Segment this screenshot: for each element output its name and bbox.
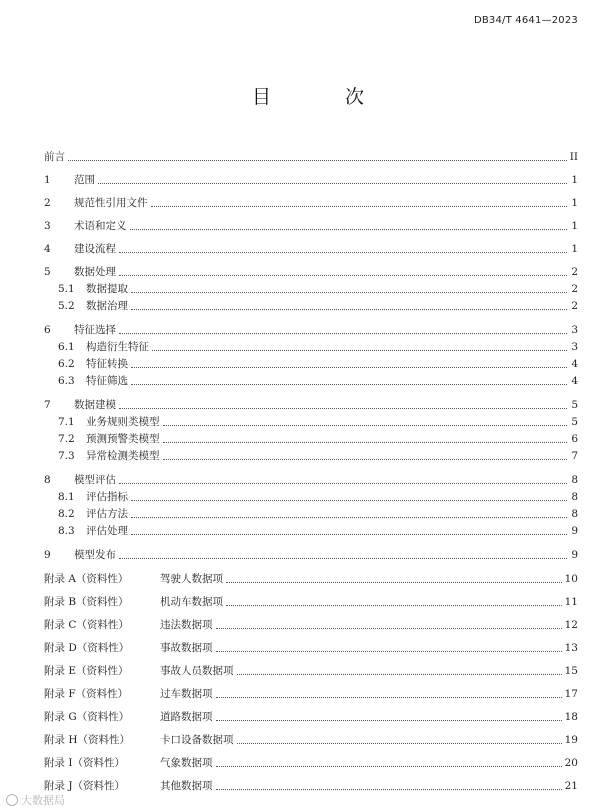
toc-entry-page: 6 <box>571 433 578 445</box>
toc-entry-number: 6 <box>44 324 51 336</box>
toc-entry[interactable] <box>44 394 578 412</box>
toc-entry-number: 7 <box>44 399 51 411</box>
dot-leader <box>216 628 562 629</box>
toc-entry-label: 规范性引用文件 <box>74 197 148 209</box>
toc-appendix-entry[interactable] <box>44 775 578 793</box>
dot-leader <box>216 720 562 721</box>
toc-entry-label: 特征筛选 <box>86 375 128 387</box>
toc-entry-page: 5 <box>571 416 578 428</box>
toc-entry-page: 7 <box>571 450 578 462</box>
dot-leader <box>131 534 567 535</box>
toc-entry-label: 卡口设备数据项 <box>160 734 234 746</box>
toc-entry-label: 数据建模 <box>74 399 116 411</box>
toc-entry-label: 评估处理 <box>86 525 128 537</box>
toc-entry-number: 6.3 <box>58 375 75 387</box>
dot-leader <box>131 292 567 293</box>
standard-code: DB34/T 4641—2023 <box>473 15 578 26</box>
watermark-logo-icon <box>6 794 18 806</box>
dot-leader <box>226 605 562 606</box>
toc-entry-number: 附录 E（资料性） <box>44 665 129 677</box>
toc-entry-number: 5 <box>44 266 51 278</box>
toc-entry-number: 7.3 <box>58 450 75 462</box>
toc-entry-number: 附录 J（资料性） <box>44 780 126 792</box>
dot-leader <box>216 766 562 767</box>
toc-appendix-entry[interactable] <box>44 683 578 701</box>
toc-entry-number: 附录 C（资料性） <box>44 619 129 631</box>
toc-entry-page: 5 <box>571 399 578 411</box>
toc-entry[interactable] <box>44 486 578 504</box>
toc-entry-number: 6.2 <box>58 358 75 370</box>
toc-entry-label: 其他数据项 <box>160 780 213 792</box>
toc-entry-number: 附录 I（资料性） <box>44 757 125 769</box>
toc-entry-page: 9 <box>571 525 578 537</box>
toc-entry-number: 8.1 <box>58 491 75 503</box>
toc-appendix-entry[interactable] <box>44 568 578 586</box>
toc-entry-page: 8 <box>571 508 578 520</box>
toc-entry-label: 模型发布 <box>74 549 116 561</box>
toc-entry-label: 驾驶人数据项 <box>160 573 223 585</box>
watermark <box>6 792 65 808</box>
toc-entry[interactable] <box>44 503 578 521</box>
toc-entry-page: 13 <box>564 642 578 654</box>
dot-leader <box>68 160 567 161</box>
toc-entry-label: 数据提取 <box>86 283 128 295</box>
toc-entry-page: 19 <box>564 734 578 746</box>
toc-entry-page: 15 <box>564 665 578 677</box>
toc-entry-label: 评估指标 <box>86 491 128 503</box>
toc-entry-page: 2 <box>571 283 578 295</box>
toc-appendix-entry[interactable] <box>44 660 578 678</box>
toc-entry-number: 2 <box>44 197 51 209</box>
dot-leader <box>131 500 567 501</box>
toc-entry-page: 3 <box>571 324 578 336</box>
toc-entry[interactable] <box>44 445 578 463</box>
toc-entry-label: 数据治理 <box>86 300 128 312</box>
dot-leader <box>216 651 562 652</box>
toc-entry-number: 附录 F（资料性） <box>44 688 129 700</box>
toc-entry-label: 特征转换 <box>86 358 128 370</box>
toc-entry-page: 1 <box>571 174 578 186</box>
toc-entry[interactable] <box>44 295 578 313</box>
dot-leader <box>119 275 567 276</box>
dot-leader <box>98 183 567 184</box>
toc-entry-label: 业务规则类模型 <box>86 416 160 428</box>
toc-appendix-entry[interactable] <box>44 706 578 724</box>
toc-appendix-entry[interactable] <box>44 614 578 632</box>
dot-leader <box>131 367 567 368</box>
dot-leader <box>152 350 567 351</box>
toc-entry-page: 8 <box>571 491 578 503</box>
toc-entry-page: 1 <box>571 220 578 232</box>
toc-entry-page: 2 <box>571 300 578 312</box>
toc-appendix-entry[interactable] <box>44 591 578 609</box>
toc-entry-page: 11 <box>564 596 578 608</box>
toc-entry[interactable] <box>44 215 578 233</box>
toc-entry-label: 特征选择 <box>74 324 116 336</box>
toc-entry-label: 事故人员数据项 <box>160 665 234 677</box>
dot-leader <box>119 558 567 559</box>
toc-entry-label: 过车数据项 <box>160 688 213 700</box>
toc-entry-number: 附录 G（资料性） <box>44 711 130 723</box>
toc-entry-number: 1 <box>44 174 51 186</box>
toc-entry-label: 异常检测类模型 <box>86 450 160 462</box>
toc-entry[interactable] <box>44 192 578 210</box>
toc-entry-page: 4 <box>571 358 578 370</box>
dot-leader <box>131 384 567 385</box>
dot-leader <box>151 206 568 207</box>
toc-entry-number: 8 <box>44 474 51 486</box>
toc-entry-page: 4 <box>571 375 578 387</box>
toc-entry-page: 20 <box>564 757 578 769</box>
toc-entry-label: 违法数据项 <box>160 619 213 631</box>
toc-entry-label: 预测预警类模型 <box>86 433 160 445</box>
dot-leader <box>237 743 562 744</box>
toc-entry[interactable] <box>44 428 578 446</box>
dot-leader <box>119 252 567 253</box>
toc-entry-number: 8.3 <box>58 525 75 537</box>
toc-entry-label: 事故数据项 <box>160 642 213 654</box>
toc-entry-number: 5.1 <box>58 283 75 295</box>
dot-leader <box>216 697 562 698</box>
toc-entry[interactable] <box>44 520 578 538</box>
toc-entry[interactable] <box>44 336 578 354</box>
toc-entry[interactable] <box>44 146 578 164</box>
toc-entry[interactable] <box>44 238 578 256</box>
toc-entry[interactable] <box>44 169 578 187</box>
toc-entry[interactable] <box>44 261 578 279</box>
toc-entry-page: 18 <box>564 711 578 723</box>
toc-entry-label: 前言 <box>44 151 65 163</box>
toc-entry-label: 评估方法 <box>86 508 128 520</box>
dot-leader <box>163 442 568 443</box>
toc-entry-page: II <box>569 151 578 163</box>
toc-entry-number: 附录 A（资料性） <box>44 573 129 585</box>
toc-entry[interactable] <box>44 319 578 337</box>
toc-entry[interactable] <box>44 469 578 487</box>
toc-entry-page: 8 <box>571 474 578 486</box>
toc-entry-page: 21 <box>564 780 578 792</box>
toc-entry-label: 气象数据项 <box>160 757 213 769</box>
toc-appendix-entry[interactable] <box>44 637 578 655</box>
dot-leader <box>226 582 562 583</box>
toc-entry-number: 附录 B（资料性） <box>44 596 129 608</box>
dot-leader <box>163 459 568 460</box>
toc-entry-label: 术语和定义 <box>74 220 127 232</box>
toc-entry-page: 17 <box>564 688 578 700</box>
dot-leader <box>130 229 568 230</box>
toc-entry-number: 5.2 <box>58 300 75 312</box>
toc-entry-number: 7.2 <box>58 433 75 445</box>
toc-entry-number: 6.1 <box>58 341 75 353</box>
toc-entry-number: 9 <box>44 549 51 561</box>
toc-entry-number: 附录 D（资料性） <box>44 642 130 654</box>
toc-entry-number: 附录 H（资料性） <box>44 734 130 746</box>
dot-leader <box>119 408 567 409</box>
toc-entry-label: 道路数据项 <box>160 711 213 723</box>
toc-entry[interactable] <box>44 278 578 296</box>
toc-entry-page: 1 <box>571 243 578 255</box>
toc-entry-number: 4 <box>44 243 51 255</box>
dot-leader <box>119 333 567 334</box>
toc-entry[interactable] <box>44 353 578 371</box>
toc-entry[interactable] <box>44 411 578 429</box>
toc-entry-label: 模型评估 <box>74 474 116 486</box>
watermark-text: 大数据局 <box>21 794 65 807</box>
dot-leader <box>131 517 567 518</box>
toc-entry-label: 机动车数据项 <box>160 596 223 608</box>
toc-entry[interactable] <box>44 370 578 388</box>
toc-entry-label: 构造衍生特征 <box>86 341 149 353</box>
toc-appendix-entry[interactable] <box>44 752 578 770</box>
toc-entry-number: 3 <box>44 220 51 232</box>
dot-leader <box>119 483 567 484</box>
dot-leader <box>216 789 562 790</box>
toc-entry-page: 2 <box>571 266 578 278</box>
toc-entry-page: 3 <box>571 341 578 353</box>
toc-entry-page: 10 <box>564 573 578 585</box>
toc-entry-page: 9 <box>571 549 578 561</box>
toc-appendix-entry[interactable] <box>44 729 578 747</box>
dot-leader <box>131 309 567 310</box>
page-title: 目 次 <box>251 86 399 108</box>
toc-entry-label: 范围 <box>74 174 95 186</box>
toc-entry-page: 1 <box>571 197 578 209</box>
toc-entry-label: 建设流程 <box>74 243 116 255</box>
dot-leader <box>237 674 562 675</box>
toc-entry-page: 12 <box>564 619 578 631</box>
toc-entry-number: 7.1 <box>58 416 75 428</box>
toc-entry-number: 8.2 <box>58 508 75 520</box>
toc-entry-label: 数据处理 <box>74 266 116 278</box>
dot-leader <box>163 425 568 426</box>
toc-entry[interactable] <box>44 544 578 562</box>
